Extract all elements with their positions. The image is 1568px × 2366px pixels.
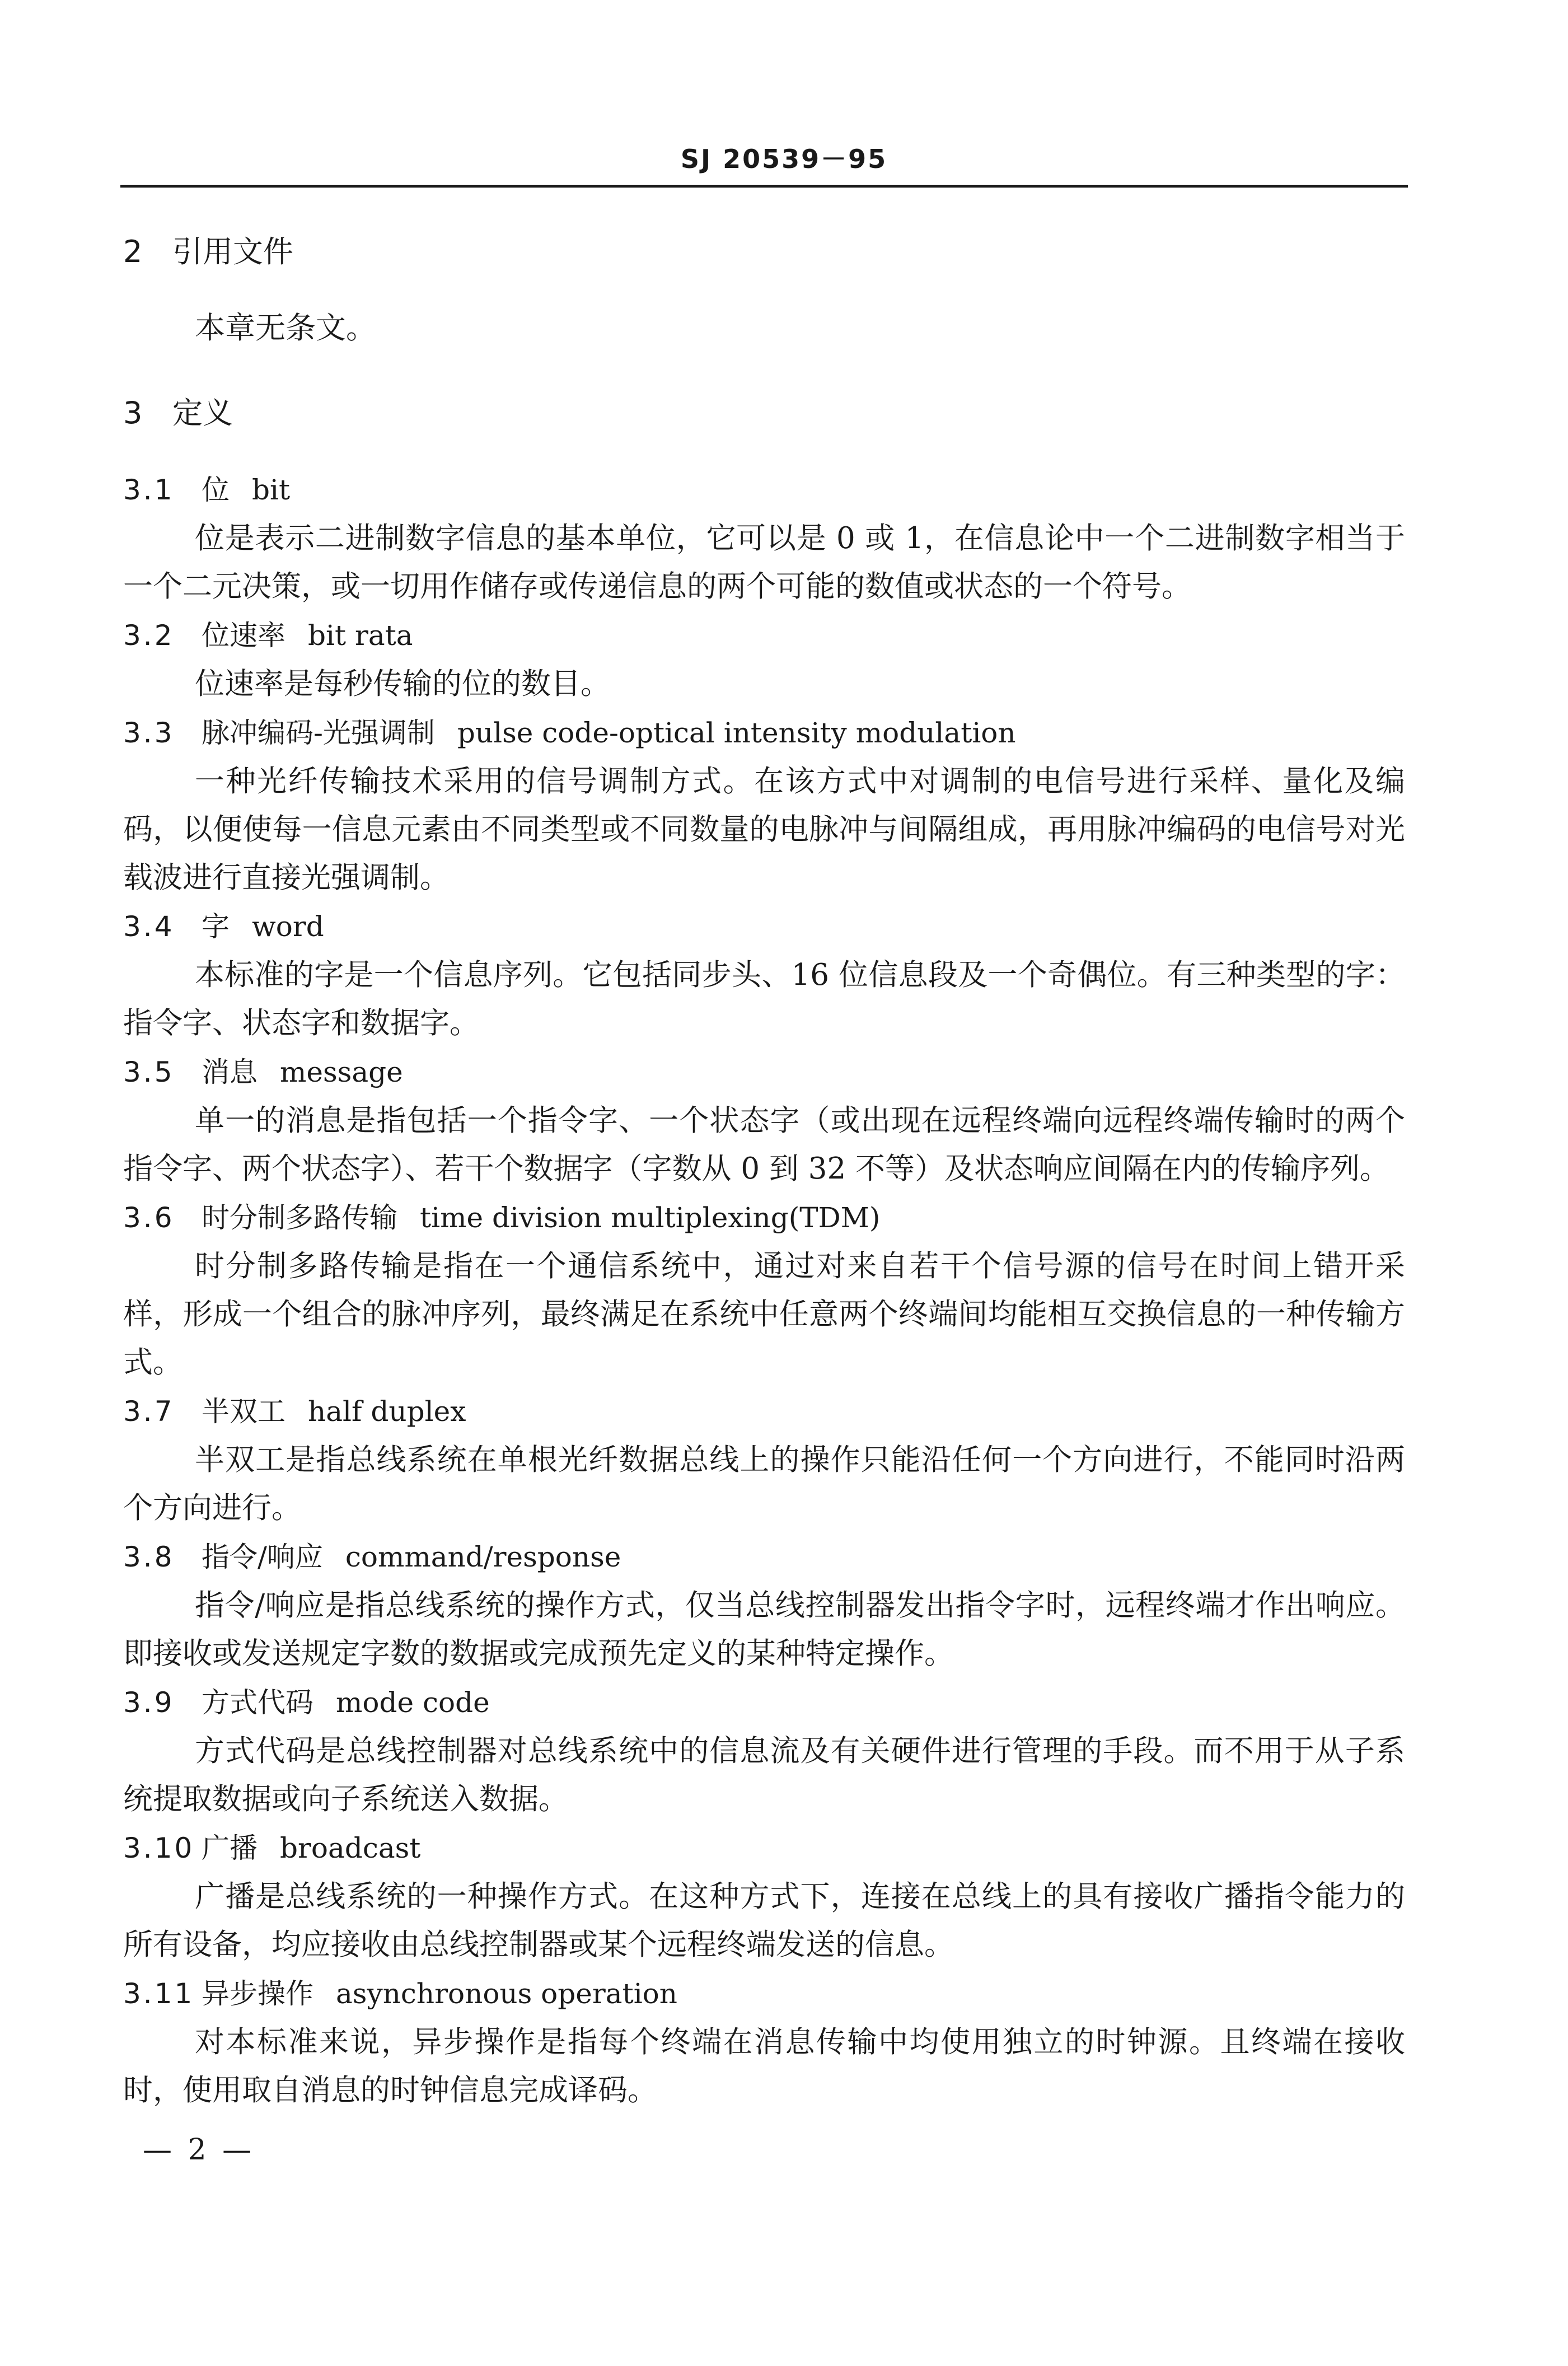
definition-number: 3.2: [123, 619, 175, 652]
definition-number: 3.1: [123, 474, 175, 506]
definition-number: 3.9: [123, 1686, 175, 1719]
definition-text: 方式代码是总线控制器对总线系统中的信息流及有关硬件进行管理的手段。而不用于从子系统提取数据或向子系统送入数据。: [123, 1734, 1405, 1816]
section-2-body: 本章无条文。: [195, 310, 376, 345]
definition-text: 单一的消息是指包括一个指令字、一个状态字（或出现在远程终端向远程终端传输时的两个指令字、两个状态字）、若干个数据字（字数从 0 到 32 不等）及状态响应间隔在内的传输序列。: [123, 1103, 1405, 1186]
definition-text: 指令/响应是指总线系统的操作方式，仅当总线控制器发出指令字时，远程终端才作出响应。即接收或发送规定字数的数据或完成预先定义的某种特定操作。: [123, 1588, 1405, 1671]
definition-term-english: bit rata: [308, 619, 413, 652]
definition-term-english: pulse code-optical intensity modulation: [457, 717, 1016, 749]
definition-term-chinese: 消息: [202, 1056, 258, 1088]
definition-heading: [123, 1387, 1405, 1436]
definition-term-english: word: [252, 910, 324, 943]
definition-term-chinese: 字: [202, 910, 230, 943]
definition-term-chinese: 时分制多路传输: [202, 1201, 397, 1234]
definition-number: 3.11: [123, 1977, 195, 2010]
definition-heading: [123, 465, 1405, 515]
definition-item: [123, 465, 1405, 611]
section-number: 2: [123, 234, 143, 269]
definition-heading: [123, 1048, 1405, 1097]
header-rule: [120, 185, 1408, 188]
definition-text: 本标准的字是一个信息序列。它包括同步头、16 位信息段及一个奇偶位。有三种类型的字：指令字、状态字和数据字。: [123, 958, 1405, 1040]
definition-item: [123, 1678, 1405, 1823]
definition-term-chinese: 广播: [202, 1832, 258, 1864]
definition-item: [123, 1193, 1405, 1387]
definition-term-english: half duplex: [308, 1395, 466, 1428]
definition-heading: [123, 1193, 1405, 1242]
definition-item: [123, 1823, 1405, 1969]
section-title: 引用文件: [172, 234, 293, 269]
definition-number: 3.3: [123, 717, 175, 749]
definition-term-english: command/response: [345, 1541, 621, 1573]
definition-item: [123, 708, 1405, 902]
definition-term-chinese: 半双工: [202, 1395, 285, 1428]
definition-item: [123, 1532, 1405, 1678]
document-body: [123, 221, 1405, 2115]
definition-term-english: asynchronous operation: [336, 1977, 677, 2010]
definition-term-english: mode code: [336, 1686, 490, 1719]
definition-item: [123, 1048, 1405, 1193]
definition-text: 位是表示二进制数字信息的基本单位，它可以是 0 或 1，在信息论中一个二进制数字相当于一个二元决策，或一切用作储存或传递信息的两个可能的数值或状态的一个符号。: [123, 521, 1405, 604]
definition-text: 位速率是每秒传输的位的数目。: [195, 667, 610, 701]
section-number: 3: [123, 395, 143, 431]
definition-number: 3.10: [123, 1832, 195, 1864]
definition-term-english: bit: [252, 474, 291, 506]
definition-heading: [123, 902, 1405, 951]
definition-heading: [123, 611, 1405, 660]
definition-term-chinese: 异步操作: [202, 1977, 313, 2010]
definition-term-english: broadcast: [280, 1832, 421, 1864]
definition-term-chinese: 方式代码: [202, 1686, 313, 1719]
definition-item: [123, 611, 1405, 708]
section-title: 定义: [172, 395, 233, 431]
section-2-heading: [123, 221, 1405, 304]
definition-heading: [123, 708, 1405, 758]
definition-heading: [123, 1532, 1405, 1582]
section-3-heading: [123, 382, 1405, 465]
definition-heading: [123, 1969, 1405, 2018]
definition-number: 3.4: [123, 910, 175, 943]
definition-term-english: message: [280, 1056, 403, 1088]
definition-term-chinese: 位: [202, 474, 230, 506]
definition-number: 3.6: [123, 1201, 175, 1234]
document-number: SJ 20539－95: [680, 144, 888, 174]
definition-number: 3.7: [123, 1395, 175, 1428]
definition-heading: [123, 1823, 1405, 1873]
definition-heading: [123, 1678, 1405, 1727]
definition-term-chinese: 脉冲编码-光强调制: [202, 717, 435, 749]
definition-item: [123, 1387, 1405, 1532]
definition-item: [123, 1969, 1405, 2115]
definition-term-chinese: 指令/响应: [202, 1541, 323, 1573]
page-number: — 2 —: [143, 2133, 255, 2167]
definition-text: 一种光纤传输技术采用的信号调制方式。在该方式中对调制的电信号进行采样、量化及编码，以便使每一信息元素由不同类型或不同数量的电脉冲与间隔组成，再用脉冲编码的电信号对光载波进行直接光强调制。: [123, 764, 1405, 895]
definition-term-chinese: 位速率: [202, 619, 285, 652]
definition-number: 3.5: [123, 1056, 175, 1088]
definition-term-english: time division multiplexing(TDM): [420, 1201, 881, 1234]
definition-text: 时分制多路传输是指在一个通信系统中，通过对来自若干个信号源的信号在时间上错开采样，形成一个组合的脉冲序列，最终满足在系统中任意两个终端间均能相互交换信息的一种传输方式。: [123, 1249, 1405, 1380]
definition-text: 半双工是指总线系统在单根光纤数据总线上的操作只能沿任何一个方向进行，不能同时沿两个方向进行。: [123, 1443, 1405, 1525]
definitions-list: [123, 465, 1405, 2115]
definition-text: 广播是总线系统的一种操作方式。在这种方式下，连接在总线上的具有接收广播指令能力的所有设备，均应接收由总线控制器或某个远程终端发送的信息。: [123, 1879, 1405, 1962]
definition-text: 对本标准来说，异步操作是指每个终端在消息传输中均使用独立的时钟源。且终端在接收时，使用取自消息的时钟信息完成译码。: [123, 2025, 1405, 2107]
definition-number: 3.8: [123, 1541, 175, 1573]
definition-item: [123, 902, 1405, 1048]
